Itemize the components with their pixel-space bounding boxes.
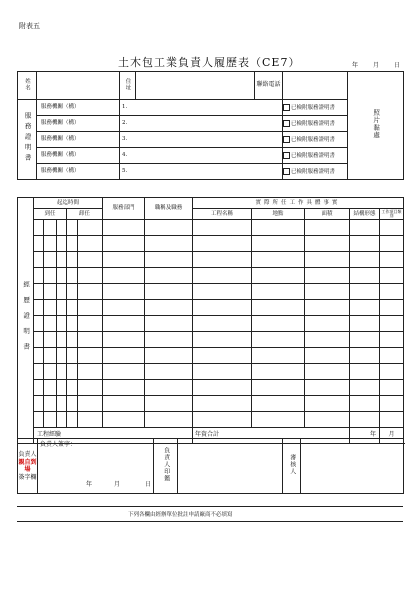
phone-field[interactable] (283, 72, 348, 100)
total-years-label: 年資合計 (193, 428, 350, 444)
seal-label: 負責人印鑑 (162, 447, 170, 483)
service-org-5: 服務機關（構） (37, 164, 120, 180)
service-num-3[interactable]: 3. (120, 132, 283, 148)
area-header: 面積 (305, 209, 350, 220)
end-header: 卸任 (67, 209, 103, 220)
service-num-5[interactable]: 5. (120, 164, 283, 180)
footer-year-label: 年 (350, 428, 380, 444)
experience-footer-label: 工程經驗 (34, 428, 193, 444)
sign-date-month: 月 (114, 481, 121, 489)
service-org-4: 服務機關（構） (37, 148, 120, 164)
service-org-1: 服務機關（構） (37, 100, 120, 116)
date-month-label: 月 (373, 62, 380, 69)
position-header: 職稱及職務 (145, 198, 193, 220)
personally-label: 親自到場 (18, 458, 37, 473)
basic-info-table (17, 71, 404, 180)
sign-column-label: 簽字欄 (18, 473, 37, 481)
table-row[interactable] (18, 332, 404, 348)
checkbox-2[interactable] (283, 120, 290, 127)
sign-date-day: 日 (145, 481, 152, 489)
experience-label: 經歷證明書 (22, 280, 31, 359)
department-header: 服務部門 (103, 198, 145, 220)
table-row[interactable] (18, 348, 404, 364)
project-name-header: 工程名稱 (193, 209, 252, 220)
checkbox-1[interactable] (283, 104, 290, 111)
date-year-label: 年 (352, 62, 359, 69)
service-org-2: 服務機關（構） (37, 116, 120, 132)
signature-table (17, 438, 404, 494)
checkbox-3[interactable] (283, 136, 290, 143)
review-label: 審核人 (288, 454, 296, 476)
photo-label: 照片黏處 (372, 109, 381, 140)
table-row[interactable] (18, 284, 404, 300)
table-row[interactable] (18, 396, 404, 412)
signature-field[interactable] (38, 439, 154, 494)
service-proof-label: 服務證明書 (23, 112, 32, 165)
table-row[interactable] (18, 316, 404, 332)
address-field[interactable] (136, 72, 255, 100)
table-row[interactable] (18, 364, 404, 380)
actual-work-header: 實際所任工作具體事實 (255, 199, 341, 206)
date-day-label: 日 (394, 62, 401, 69)
attach-label-4: 已檢附服務證明書 (291, 152, 336, 159)
signature-label: 負責人簽字： (40, 441, 77, 448)
period-header: 起迄時間 (34, 198, 103, 209)
divider (17, 521, 403, 522)
location-header: 地點 (252, 209, 305, 220)
attach-label-5: 已檢附服務證明書 (291, 168, 336, 175)
review-field[interactable] (301, 439, 404, 494)
sign-date-year: 年 (86, 481, 93, 489)
service-num-2[interactable]: 2. (120, 116, 283, 132)
table-row[interactable] (18, 380, 404, 396)
experience-table (17, 197, 404, 444)
appendix-label: 附表五 (19, 22, 40, 30)
address-label: 住址 (124, 77, 131, 91)
footer-month-label: 月 (380, 428, 404, 444)
seal-field[interactable] (178, 439, 283, 494)
footer-note: 下列各欄由經辦單位批註申請廠商不必填寫 (128, 512, 233, 518)
name-label: 姓名 (24, 77, 31, 91)
table-row[interactable] (18, 300, 404, 316)
divider (17, 506, 403, 507)
attach-label-2: 已檢附服務證明書 (291, 120, 336, 127)
service-num-4[interactable]: 4. (120, 148, 283, 164)
page-title: 土木包工業負責人履歷表（CE7） (118, 56, 301, 69)
table-row[interactable] (18, 220, 404, 236)
table-row[interactable] (18, 252, 404, 268)
attach-label-1: 已檢附服務證明書 (291, 104, 336, 111)
checkbox-5[interactable] (283, 168, 290, 175)
checkbox-4[interactable] (283, 152, 290, 159)
responsible-label: 負責人 (18, 451, 37, 458)
structure-header: 結構形態 (350, 209, 380, 220)
attach-label-3: 已檢附服務證明書 (291, 136, 336, 143)
start-header: 到任 (34, 209, 67, 220)
table-row[interactable] (18, 412, 404, 428)
table-row[interactable] (18, 268, 404, 284)
table-row[interactable] (18, 236, 404, 252)
service-org-3: 服務機關（構） (37, 132, 120, 148)
project-item-header: 工作項目類別 (381, 208, 402, 218)
service-num-1[interactable]: 1. (120, 100, 283, 116)
name-field[interactable] (37, 72, 120, 100)
phone-label: 聯絡電話 (256, 81, 281, 89)
